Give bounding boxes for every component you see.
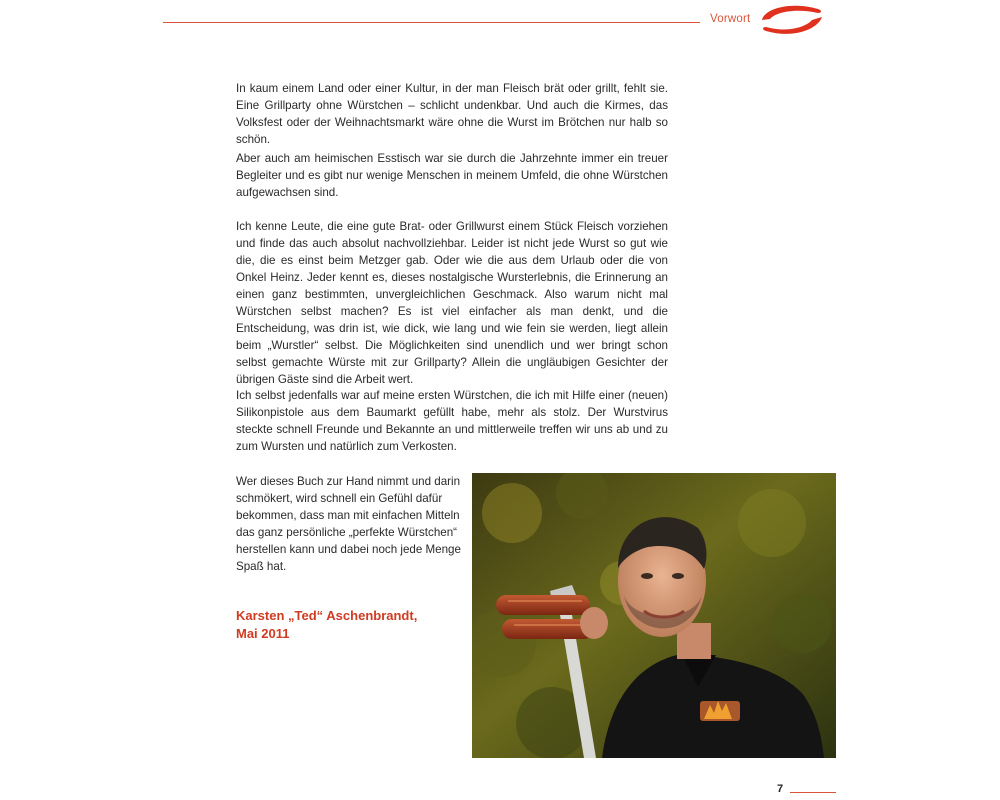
footer-rule — [790, 792, 836, 793]
body-paragraph: Wer dieses Buch zur Hand nimmt und darin schmökert, wird schnell ein Gefühl dafür bekommen, dass man mit einfachen Mitteln das ganz persönliche „perfekte Würstchen“ herstellen kann und dabei noch jede Menge Spaß hat. — [236, 475, 461, 573]
body-paragraph: Ich selbst jedenfalls war auf meine ersten Würstchen, die ich mit Hilfe einer (neuen) Silikonpistole aus dem Baumarkt gefüllt habe, mehr als stolz. Der Wurstvirus steckte schnell Freunde und Bekannte an und mittlerweile treffen wir uns ab und zu zum Wursten und natürlich zum Verkosten. — [236, 389, 668, 453]
body-paragraph: In kaum einem Land oder einer Kultur, in der man Fleisch brät oder grillt, fehlt sie. Eine Grillparty ohne Würstchen – schlicht undenkbar. Und auch die Kirmes, das Volksfest oder der Weihnachtsmarkt wäre ohne die Wurst im Brötchen nur halb so schön. — [236, 82, 668, 146]
body-paragraph: Ich kenne Leute, die eine gute Brat- oder Grillwurst einem Stück Fleisch vorziehen und finde das auch absolut nachvollziehbar. Leider ist nicht jede Wurst so gut wie die, die es einst beim Metzger gab. Oder wie die aus dem Urlaub oder die von Onkel Heinz. Jeder kennt es, dieses nostalgische Wursterlebnis, die Erinnerung an einen ganz bestimmten, unvergleichlichen Geschmack. Also warum nicht mal Würstchen selbst machen? Es ist viel einfacher als man denkt, und die Entscheidung, was drin ist, wie dick, wie lang und wie fein sie werden, liegt allein beim „Wurstler“ selbst. Die Möglichkeiten sind unendlich und wer bringt schon selbst gemachte Würste mit zur Grillparty? Allein die ungläubigen Gesichter der übrigen Gäste sind die Arbeit wert. — [236, 220, 668, 386]
author-signature — [236, 607, 466, 643]
author-photo — [472, 473, 836, 758]
body-paragraph: Aber auch am heimischen Esstisch war sie durch die Jahrzehnte immer ein treuer Begleiter und es gibt nur wenige Menschen in meinem Umfeld, die ohne Würstchen aufgewachsen sind. — [236, 152, 668, 199]
author-name: Karsten „Ted“ Aschenbrandt, — [236, 608, 418, 623]
header-rule — [163, 22, 700, 23]
section-label: Vorwort — [710, 13, 751, 25]
page-number: 7 — [777, 783, 784, 795]
swoosh-logo-icon — [756, 3, 826, 37]
signature-date: Mai 2011 — [236, 626, 290, 641]
